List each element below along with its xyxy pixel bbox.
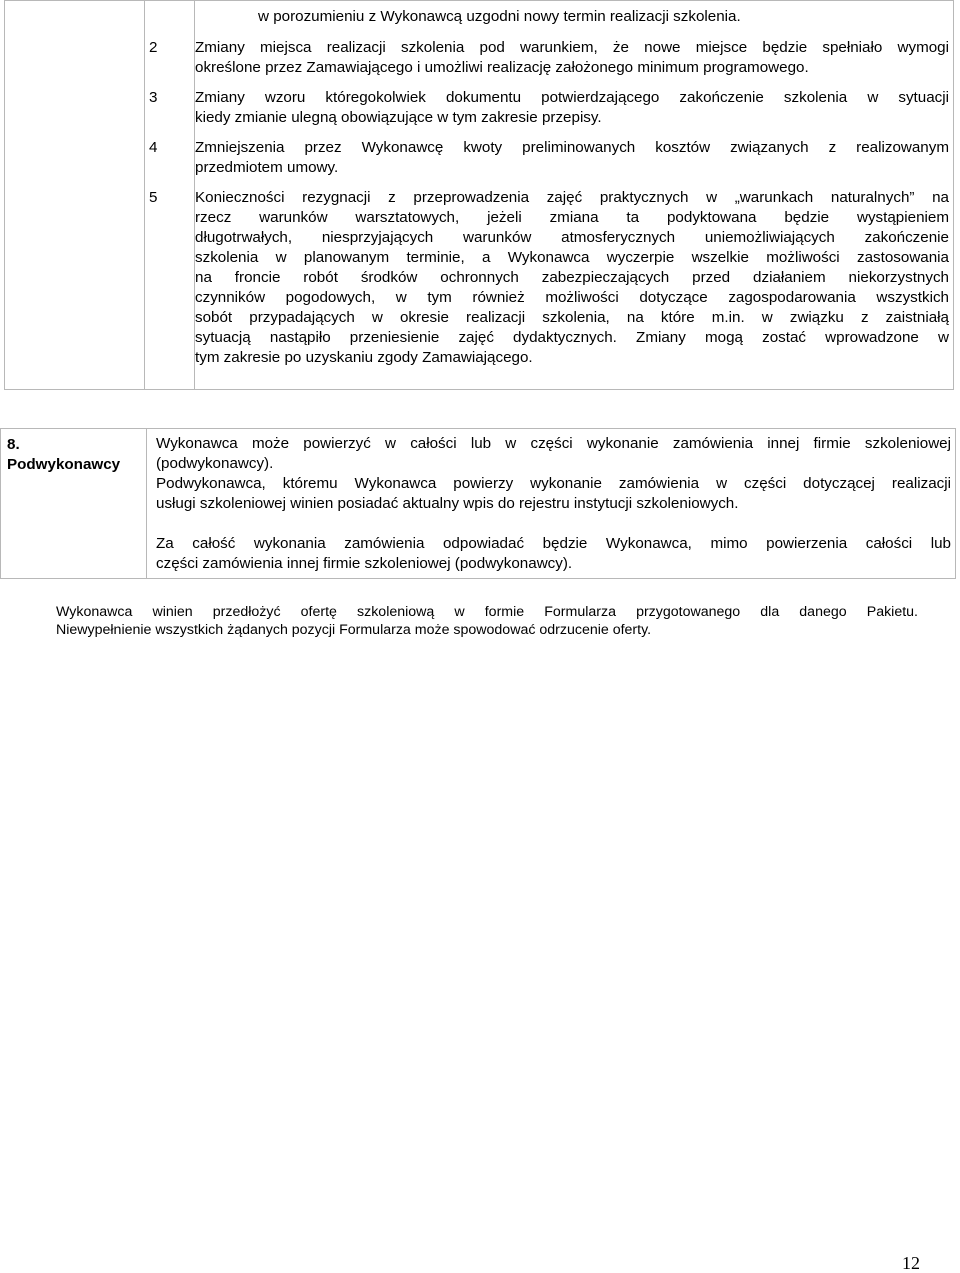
paragraph-line: (podwykonawcy). [156,455,274,472]
list-item-5 [145,188,949,368]
table-empty-column [5,1,145,389]
item-text: Konieczności rezygnacji z przeprowadzenia zajęć praktycznych w „warunkach naturalnych” na rzecz warunków warsztatowych, jeżeli zmiana ta podyktowana będzie wystąpieniem długotrwałych, niesprzyjających warunków atmosferycznych uniemożliwiających zakończenie szkolenia w planowanym terminie, a Wykonawca wyczerpie wszelkie możliwości zastosowania na froncie robót środków ochronnych zabezpieczających przed działaniem niekorzystnych czynników pogodowych, w tym również możliwości dotyczące zagospodarowania wszystkich sobót przypadających w okresie realizacji szkolenia, na które m.in. w związku z zaistniałą sytuacją nastąpiło przeniesienie zajęć dydaktycznych. Zmiany mogą zostać wprowadzone w tym zakresie po uzyskaniu zgody Zamawiającego. [195,189,949,366]
section-title: Podwykonawcy [7,456,121,473]
paragraph-line: Podwykonawca, któremu Wykonawca powierzy wykonanie zamówienia w części dotyczącej realizacji [156,475,951,492]
item-text: Zmiany miejsca realizacji szkolenia pod warunkiem, że nowe miejsce będzie spełniało wymogi określone przez Zamawiającego i umożliwi realizację założonego minimum programowego. [195,39,949,76]
note-line: Wykonawca winien przedłożyć ofertę szkoleniową w formie Formularza przygotowanego dla danego Pakietu. [56,604,918,620]
paragraph-line: Za całość wykonania zamówienia odpowiadać będzie Wykonawca, mimo powierzenia całości lub [156,535,951,552]
note-line: Niewypełnienie wszystkich żądanych pozycji Formularza może spowodować odrzucenie oferty. [56,622,652,638]
section-label-cell [1,429,147,578]
list-item-4 [145,138,949,178]
paragraph-line: części zamówienia innej firmie szkoleniowej (podwykonawcy). [156,555,573,572]
item-number: 4 [149,139,158,156]
item-text: Zmiany wzoru któregokolwiek dokumentu potwierdzającego zakończenie szkolenia w sytuacji kiedy zmianie ulegną obowiązujące w tym zakresie przepisy. [195,89,949,126]
page-number: 12 [902,1253,920,1273]
continuation-text: w porozumieniu z Wykonawcą uzgodni nowy termin realizacji szkolenia. [258,8,741,25]
item-number: 3 [149,89,158,106]
paragraph-line: usługi szkoleniowej winien posiadać aktualny wpis do rejestru instytucji szkoleniowych. [156,495,739,512]
paragraph-line: Wykonawca może powierzyć w całości lub w części wykonanie zamówienia innej firmie szkoleniowej [156,435,951,452]
list-item-2 [145,38,949,78]
item-number: 2 [149,39,158,56]
item-number: 5 [149,189,158,206]
list-item-3 [145,88,949,128]
section-number: 8. [7,436,20,453]
offer-note [56,603,918,639]
item-text: Zmniejszenia przez Wykonawcę kwoty preliminowanych kosztów związanych z realizowanym przedmiotem umowy. [195,139,949,176]
section-label [7,435,120,475]
section-text [156,434,951,574]
